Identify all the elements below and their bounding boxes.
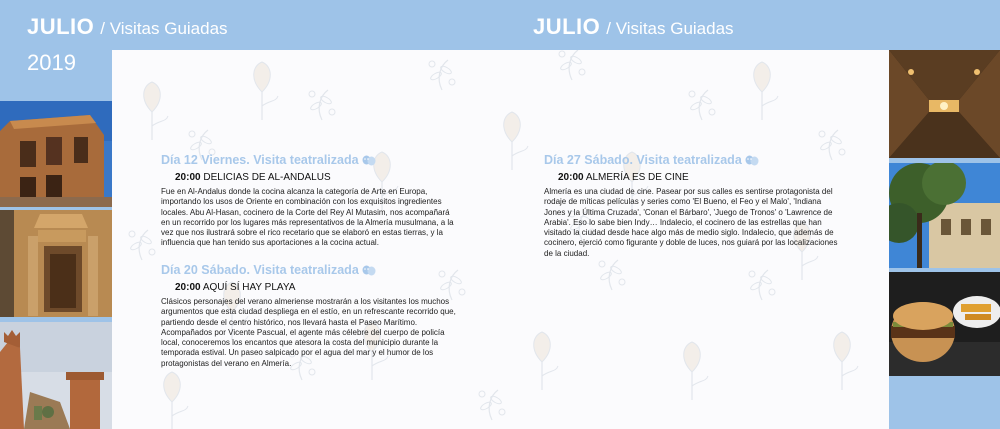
event-title: Día 20 Sábado. Visita teatralizada [161,263,457,279]
page-title-right [533,14,734,40]
event-title: Día 27 Sábado. Visita teatralizada [544,153,842,169]
section-label: / Visitas Guiadas [606,19,734,38]
event-entry [544,153,842,259]
event-description: Fue en Al-Andalus donde la cocina alcanza la categoría de Arte en Europa, importando los usos de Oriente en combinación con los exquisitos ingredientes locales. Abu Al-Hasan, cocinero de la Corte del Rey Al Mutasim, nos acompañará en un recorrido por los lugares más representativos de la Almería musulmana, a la vez que nos ilustrará sobre el rico recetario que se elaboró en estas tierras, y la influencia que han tenido sus aportaciones a la cocina actual. [161,187,454,248]
event-time-line [175,172,457,183]
event-description: Almería es una ciudad de cine. Pasear por sus calles es sentirse protagonista del rodaje de míticas películas y series como 'El Bueno, el Feo y el Malo', 'Indiana Jones y la Última Cruzada', 'Conan el Bárbaro', 'Juego de Tronos' o 'Lawrence de Arabia'. Eso lo sabe bien Indy… Indalecio, el cocinero de las estrellas que han visitado la ciudad desde hace algo más de medio siglo. Indalecio, que además de cocinero, ejerció como figurante y doble de luces, nos guiará por las localizaciones de la ciudad. [544,187,838,258]
theater-masks-icon [362,155,376,169]
photo-sandwich [889,272,1000,376]
event-name: ALMERÍA ES DE CINE [585,172,689,183]
event-name: AQUÍ SÍ HAY PLAYA [202,282,296,293]
event-description: Clásicos personajes del verano almeriense mostrarán a los visitantes los muchos argumentos que esta ciudad despliega en el estío, en un refrescante recorrido que, partiendo desde el centro histórico, nos llevará hasta el Paseo Marítimo. Acompañados por Vicente Pascual, el agente más célebre del cuerpo de policía local, conoceremos los encantos que atesora la costa del municipio durante la temporada estival. Un paseo salpicado por el agua del mar y el humor de los protagonistas del verano en Almería. [161,297,456,368]
month-label: JULIO [27,14,95,39]
event-time-line [558,172,842,183]
event-title: Día 12 Viernes. Visita teatralizada [161,153,457,169]
year-label: 2019 [27,50,76,75]
month-label: JULIO [533,14,601,39]
photo-tunnel [889,50,1000,158]
event-time: 20:00 [175,172,201,183]
theater-masks-icon [362,265,376,279]
photo-tree-building [889,163,1000,268]
photo-historic-building [0,101,112,207]
page-title-left [27,14,228,40]
section-label: / Visitas Guiadas [100,19,228,38]
event-time-line [175,282,457,293]
event-time: 20:00 [175,282,201,293]
event-entry [161,263,457,369]
event-time: 20:00 [558,172,584,183]
event-name: DELICIAS DE AL-ANDALUS [203,172,331,183]
photo-baroque-facade [0,210,112,317]
event-entry [161,153,457,249]
theater-masks-icon [745,155,759,169]
photo-alcazaba [0,322,112,429]
